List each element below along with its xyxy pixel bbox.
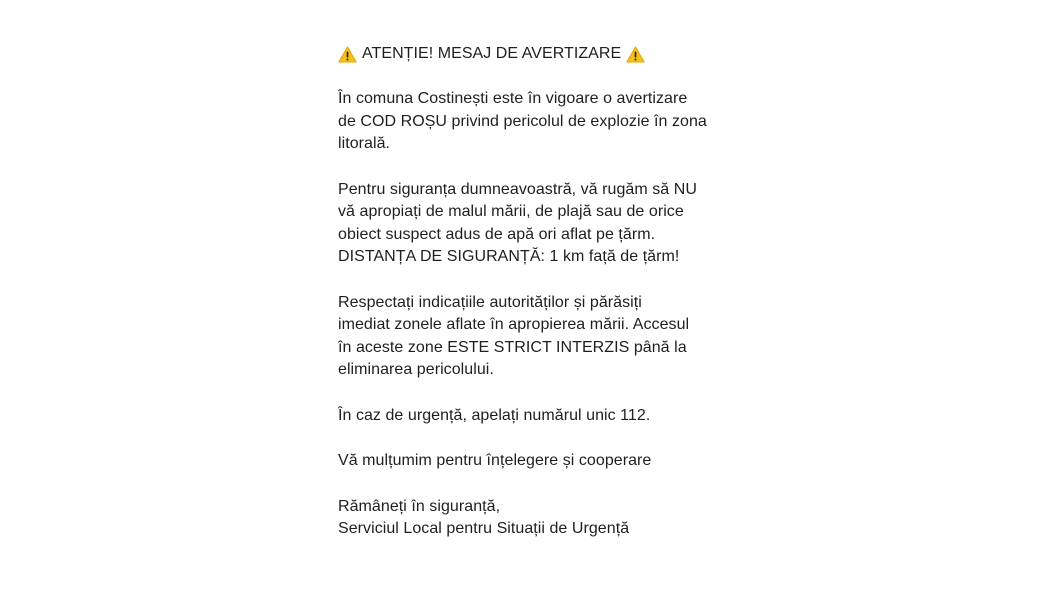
text-line: Rămâneți în siguranță, [338, 497, 501, 515]
paragraph-instructions [338, 292, 758, 382]
text-line: Respectați indicațiile autorităților și părăsiți [338, 293, 642, 311]
text-line: DISTANȚA DE SIGURANȚĂ: 1 km față de țărm! [338, 248, 680, 265]
text-line: Vă mulțumim pentru înțelegere și cooperare [338, 452, 652, 469]
text-line: Serviciul Local pentru Situații de Urgență [338, 520, 630, 537]
text-line: În comuna Costinești este în vigoare o avertizare [338, 90, 688, 107]
paragraph-code-red [338, 88, 758, 156]
text-line: În caz de urgență, apelați numărul unic 112. [338, 406, 651, 424]
text-line: în aceste zone ESTE STRICT INTERZIS până la [338, 338, 687, 356]
text-line: imediat zonele aflate în apropierea mării. Accesul [338, 316, 690, 333]
paragraph-safety [338, 179, 758, 269]
text-line: de COD ROȘU privind pericolul de explozie în zona [338, 112, 707, 130]
text-line: obiect suspect adus de apă ori aflat pe țărm. [338, 225, 656, 243]
paragraph-emergency [338, 405, 758, 428]
text-line: litorală. [338, 135, 391, 152]
text-line: vă apropiați de malul mării, de plajă sau de orice [338, 203, 684, 220]
text-line: eliminarea pericolului. [338, 361, 494, 378]
alert-header [338, 42, 758, 66]
text-line: Pentru siguranța dumneavoastră, vă rugăm să NU [338, 180, 697, 198]
warning-icon [626, 46, 645, 63]
alert-message [338, 42, 758, 564]
warning-icon [338, 46, 357, 63]
alert-title: ATENȚIE! MESAJ DE AVERTIZARE [362, 44, 622, 62]
paragraph-signature [338, 496, 758, 541]
paragraph-thanks [338, 450, 758, 473]
